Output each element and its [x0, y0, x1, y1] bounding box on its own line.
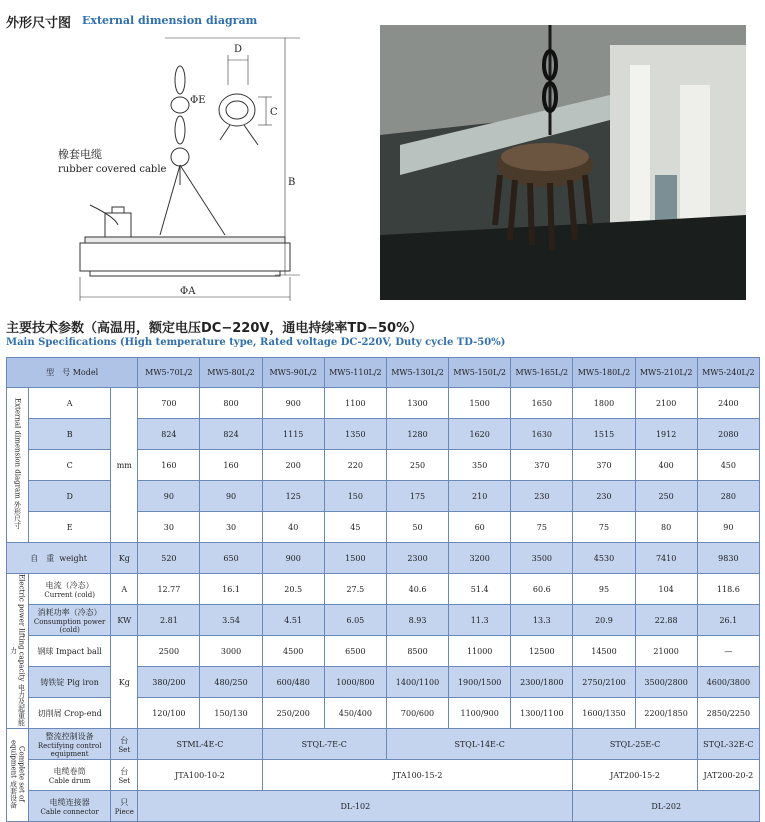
table-cell: 700/600 — [386, 698, 448, 729]
elec-group-label: Electric power lifting capacity 电力及起重能力 — [7, 574, 29, 729]
chain-link — [175, 116, 185, 144]
cable-leader — [90, 205, 118, 225]
table-cell: 230 — [573, 481, 635, 512]
table-cell: 520 — [138, 543, 200, 574]
table-cell: 4.51 — [262, 605, 324, 636]
table-cell: 21000 — [635, 636, 697, 667]
table-cell: 30 — [200, 512, 262, 543]
model-cell: MW5-150L/2 — [449, 358, 511, 388]
chain-link — [175, 66, 185, 94]
table-cell: 1620 — [449, 419, 511, 450]
diagram-title-en: External dimension diagram — [82, 14, 258, 27]
table-cell: 1400/1100 — [386, 667, 448, 698]
table-cell: 4600/3800 — [697, 667, 759, 698]
table-cell: 1100 — [324, 388, 386, 419]
crop-end-label: 切削屑 Crop-end — [29, 698, 111, 729]
table-cell: 7410 — [635, 543, 697, 574]
table-cell: 1600/1350 — [573, 698, 635, 729]
drum-row — [7, 760, 760, 791]
table-cell: 2080 — [697, 419, 759, 450]
cable-label-cn: 橡套电缆 — [58, 148, 102, 161]
table-cell: 350 — [449, 450, 511, 481]
table-cell: 200 — [262, 450, 324, 481]
model-cell: MW5-70L/2 — [138, 358, 200, 388]
table-cell: 90 — [697, 512, 759, 543]
table-cell: 2750/2100 — [573, 667, 635, 698]
current-label: 电流（冷态） Current (cold) — [29, 574, 111, 605]
model-cell: MW5-180L/2 — [573, 358, 635, 388]
rectifier-unit: 台 Set — [111, 729, 138, 760]
table-cell: STQL-25E-C — [573, 729, 697, 760]
table-cell: 280 — [697, 481, 759, 512]
lift-unit: Kg — [111, 636, 138, 729]
model-cell: MW5-210L/2 — [635, 358, 697, 388]
model-cell: MW5-165L/2 — [511, 358, 573, 388]
model-label: 型 号 Model — [7, 358, 138, 388]
table-cell: 16.1 — [200, 574, 262, 605]
steel-ball-label: 钢球 Impact ball — [29, 636, 111, 667]
table-cell: 160 — [138, 450, 200, 481]
table-cell: 104 — [635, 574, 697, 605]
power-row — [7, 605, 760, 636]
table-cell: 1300/1100 — [511, 698, 573, 729]
magnet-body — [80, 243, 290, 271]
diagram-title-cn: 外形尺寸图 — [6, 16, 72, 31]
table-cell: 150 — [324, 481, 386, 512]
table-cell: DL-202 — [573, 791, 760, 822]
table-cell: 2850/2250 — [697, 698, 759, 729]
table-cell: 400 — [635, 450, 697, 481]
table-cell: 3500/2800 — [635, 667, 697, 698]
chain-link — [171, 97, 189, 113]
table-cell: 250/200 — [262, 698, 324, 729]
dim-unit: mm — [111, 388, 138, 543]
table-cell: — — [697, 636, 759, 667]
table-cell: 450/400 — [324, 698, 386, 729]
power-label: 消耗功率（冷态） Consumption power (cold) — [29, 605, 111, 636]
table-cell: 250 — [635, 481, 697, 512]
table-cell: 95 — [573, 574, 635, 605]
table-cell: 160 — [200, 450, 262, 481]
table-cell: 824 — [200, 419, 262, 450]
model-cell: MW5-90L/2 — [262, 358, 324, 388]
spec-table — [6, 357, 760, 822]
steel-ball-row — [7, 636, 760, 667]
table-cell: 90 — [200, 481, 262, 512]
table-cell: STQL-32E-C — [697, 729, 759, 760]
table-cell: JTA100-10-2 — [138, 760, 262, 791]
model-cell: MW5-130L/2 — [386, 358, 448, 388]
table-cell: STQL-7E-C — [262, 729, 386, 760]
table-cell: 824 — [138, 419, 200, 450]
table-cell: 14500 — [573, 636, 635, 667]
label-E: ΦE — [190, 95, 206, 106]
table-cell: 370 — [573, 450, 635, 481]
table-cell: STML-4E-C — [138, 729, 262, 760]
table-cell: 1800 — [573, 388, 635, 419]
table-cell: 118.6 — [697, 574, 759, 605]
table-cell: 51.4 — [449, 574, 511, 605]
table-cell: 1900/1500 — [449, 667, 511, 698]
table-cell: 1650 — [511, 388, 573, 419]
connector-row — [7, 791, 760, 822]
table-cell: 27.5 — [324, 574, 386, 605]
table-cell: 1350 — [324, 419, 386, 450]
ring-detail — [219, 94, 255, 126]
table-cell: 1280 — [386, 419, 448, 450]
chain-link — [171, 148, 189, 166]
table-cell: 90 — [138, 481, 200, 512]
dim-name: A — [29, 388, 111, 419]
table-cell: 650 — [200, 543, 262, 574]
dim-group-label: External dimension diagram 外形尺寸 — [7, 388, 29, 543]
label-C: C — [270, 107, 278, 118]
table-cell: 75 — [573, 512, 635, 543]
table-cell: 2400 — [697, 388, 759, 419]
table-cell: JTA100-15-2 — [262, 760, 573, 791]
current-row — [7, 574, 760, 605]
table-cell: 3000 — [200, 636, 262, 667]
table-cell: 220 — [324, 450, 386, 481]
table-cell: 120/100 — [138, 698, 200, 729]
table-cell: 1100/900 — [449, 698, 511, 729]
table-cell: 2.81 — [138, 605, 200, 636]
table-cell: 8.93 — [386, 605, 448, 636]
current-unit: A — [111, 574, 138, 605]
drum-label: 电缆卷筒 Cable drum — [29, 760, 111, 791]
table-cell: 210 — [449, 481, 511, 512]
table-cell: 50 — [386, 512, 448, 543]
label-A: ΦA — [180, 286, 196, 297]
table-cell: 380/200 — [138, 667, 200, 698]
table-cell: 12.77 — [138, 574, 200, 605]
table-cell: 4500 — [262, 636, 324, 667]
table-cell: 6.05 — [324, 605, 386, 636]
lifting-magnet-photo — [380, 25, 746, 300]
table-cell: 20.5 — [262, 574, 324, 605]
table-cell: 900 — [262, 543, 324, 574]
table-cell: 1630 — [511, 419, 573, 450]
table-cell: 175 — [386, 481, 448, 512]
table-cell: 75 — [511, 512, 573, 543]
table-cell: 3500 — [511, 543, 573, 574]
table-cell: 230 — [511, 481, 573, 512]
specs-title-cn: 主要技术参数（高温用，额定电压DC−220V，通电持续率TD−50%） — [6, 321, 423, 336]
table-cell: 8500 — [386, 636, 448, 667]
table-cell: 1515 — [573, 419, 635, 450]
table-cell: 250 — [386, 450, 448, 481]
table-cell: 2100 — [635, 388, 697, 419]
table-cell: 700 — [138, 388, 200, 419]
table-cell: JAT200-20-2 — [697, 760, 759, 791]
power-unit: KW — [111, 605, 138, 636]
table-cell: 1500 — [449, 388, 511, 419]
model-row — [7, 358, 760, 388]
table-cell: 80 — [635, 512, 697, 543]
model-cell: MW5-110L/2 — [324, 358, 386, 388]
table-cell: DL-102 — [138, 791, 573, 822]
weight-unit: Kg — [111, 543, 138, 574]
table-cell: 26.1 — [697, 605, 759, 636]
table-cell: 1300 — [386, 388, 448, 419]
connector-unit: 只 Piece — [111, 791, 138, 822]
weight-row — [7, 543, 760, 574]
label-B: B — [288, 177, 296, 188]
table-cell: STQL-14E-C — [386, 729, 572, 760]
table-cell: 1000/800 — [324, 667, 386, 698]
drum-unit: 台 Set — [111, 760, 138, 791]
table-cell: 9830 — [697, 543, 759, 574]
rectifier-label: 整流控制设备 Rectifying control equipment — [29, 729, 111, 760]
table-cell: 1912 — [635, 419, 697, 450]
table-cell: 1500 — [324, 543, 386, 574]
dim-name: E — [29, 512, 111, 543]
table-cell: 13.3 — [511, 605, 573, 636]
table-cell: 2200/1850 — [635, 698, 697, 729]
table-cell: 450 — [697, 450, 759, 481]
table-cell: 1115 — [262, 419, 324, 450]
table-cell: 6500 — [324, 636, 386, 667]
table-cell: JAT200-15-2 — [573, 760, 697, 791]
weight-label: 自 重 weight — [7, 543, 111, 574]
table-cell: 20.9 — [573, 605, 635, 636]
table-cell: 480/250 — [200, 667, 262, 698]
table-cell: 4530 — [573, 543, 635, 574]
magnet-top-plate — [85, 237, 285, 243]
table-cell: 800 — [200, 388, 262, 419]
rectifier-row — [7, 729, 760, 760]
table-cell: 3200 — [449, 543, 511, 574]
dim-name: C — [29, 450, 111, 481]
table-cell: 150/130 — [200, 698, 262, 729]
table-cell: 2300 — [386, 543, 448, 574]
table-cell: 12500 — [511, 636, 573, 667]
label-D: D — [234, 44, 243, 55]
table-cell: 22.88 — [635, 605, 697, 636]
table-cell: 900 — [262, 388, 324, 419]
table-cell: 40 — [262, 512, 324, 543]
table-cell: 125 — [262, 481, 324, 512]
connector-label: 电缆连接器 Cable connector — [29, 791, 111, 822]
table-cell: 3.54 — [200, 605, 262, 636]
table-cell: 2300/1800 — [511, 667, 573, 698]
table-cell: 60.6 — [511, 574, 573, 605]
cable-label-en: rubber covered cable — [58, 164, 167, 175]
equip-group-label: Complete set of equipment 成套设备 — [7, 729, 29, 822]
table-cell: 2500 — [138, 636, 200, 667]
table-cell: 60 — [449, 512, 511, 543]
table-cell: 40.6 — [386, 574, 448, 605]
table-cell: 11.3 — [449, 605, 511, 636]
table-cell: 11000 — [449, 636, 511, 667]
table-cell: 45 — [324, 512, 386, 543]
pig-iron-label: 铸铁锭 Pig iron — [29, 667, 111, 698]
model-cell: MW5-80L/2 — [200, 358, 262, 388]
dim-row-A — [7, 388, 760, 419]
dim-name: B — [29, 419, 111, 450]
table-cell: 600/480 — [262, 667, 324, 698]
model-cell: MW5-240L/2 — [697, 358, 759, 388]
table-cell: 30 — [138, 512, 200, 543]
dim-name: D — [29, 481, 111, 512]
table-cell: 370 — [511, 450, 573, 481]
specs-title-en: Main Specifications (High temperature type, Rated voltage DC-220V, Duty cycle TD-50%) — [6, 337, 506, 348]
